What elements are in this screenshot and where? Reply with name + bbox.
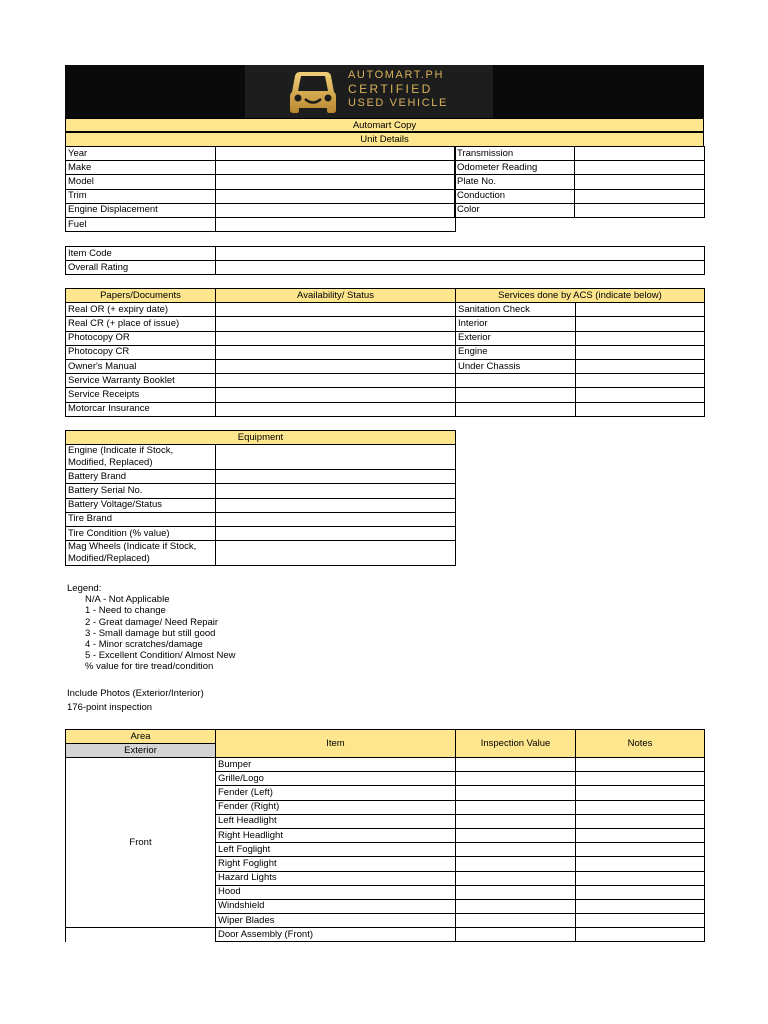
table-row <box>66 758 705 772</box>
service-cell[interactable] <box>576 317 705 331</box>
inspection-value-header: Inspection Value <box>456 730 576 758</box>
table-row <box>66 484 456 498</box>
value-cell[interactable] <box>216 175 456 189</box>
unit-details-left-table <box>65 146 456 232</box>
value-cell[interactable] <box>216 189 456 203</box>
table-row <box>66 470 456 484</box>
label-engine-displacement: Engine Displacement <box>66 203 216 217</box>
inspection-note: 176-point inspection <box>67 702 153 713</box>
area-exterior: Exterior <box>66 744 216 758</box>
equipment-label: Battery Voltage/Status <box>66 498 216 512</box>
equipment-label: Mag Wheels (Indicate if Stock, Modified/Replaced) <box>66 541 216 566</box>
equipment-cell[interactable] <box>216 498 456 512</box>
label-item-code: Item Code <box>66 247 216 261</box>
paper-label: Service Warranty Booklet <box>66 374 216 388</box>
table-row <box>66 147 456 161</box>
value-cell[interactable] <box>456 928 576 942</box>
status-cell[interactable] <box>216 345 456 359</box>
table-row <box>66 526 456 540</box>
item-label: Left Headlight <box>216 814 456 828</box>
notes-cell[interactable] <box>576 800 705 814</box>
service-label: Interior <box>456 317 576 331</box>
table-row <box>66 189 456 203</box>
table-row <box>66 261 705 275</box>
equipment-cell[interactable] <box>216 470 456 484</box>
paper-label: Real OR (+ expiry date) <box>66 303 216 317</box>
table-row <box>66 331 705 345</box>
legend-item: 5 - Excellent Condition/ Almost New <box>85 650 236 662</box>
table-row <box>455 147 705 161</box>
status-cell[interactable] <box>216 388 456 402</box>
item-label: Door Assembly (Front) <box>216 928 456 942</box>
legend-item: 2 - Great damage/ Need Repair <box>85 616 219 628</box>
table-header-row <box>66 431 456 445</box>
equipment-label: Battery Brand <box>66 470 216 484</box>
paper-label: Photocopy OR <box>66 331 216 345</box>
value-cell[interactable] <box>456 772 576 786</box>
equipment-label: Engine (Indicate if Stock, Modified, Replaced) <box>66 445 216 470</box>
value-cell[interactable] <box>456 871 576 885</box>
status-cell[interactable] <box>216 317 456 331</box>
table-row <box>455 189 705 203</box>
photos-note: Include Photos (Exterior/Interior) <box>67 688 204 699</box>
rating-table <box>65 246 705 275</box>
value-cell[interactable] <box>575 147 705 161</box>
notes-cell[interactable] <box>576 758 705 772</box>
label-year: Year <box>66 147 216 161</box>
paper-label: Photocopy CR <box>66 345 216 359</box>
service-cell[interactable] <box>576 331 705 345</box>
table-row <box>66 217 456 231</box>
paper-label: Service Receipts <box>66 388 216 402</box>
label-plate-no: Plate No. <box>455 175 575 189</box>
status-cell[interactable] <box>216 402 456 416</box>
status-cell[interactable] <box>216 303 456 317</box>
legend-item: % value for tire tread/condition <box>85 661 214 673</box>
table-row <box>66 388 705 402</box>
service-label[interactable] <box>456 388 576 402</box>
item-label: Right Foglight <box>216 857 456 871</box>
group-cell <box>66 928 216 942</box>
equipment-table <box>65 430 456 566</box>
service-label[interactable] <box>456 374 576 388</box>
item-label: Hood <box>216 885 456 899</box>
item-label: Right Headlight <box>216 828 456 842</box>
table-row <box>66 203 456 217</box>
value-cell[interactable] <box>456 885 576 899</box>
table-row <box>66 498 456 512</box>
value-cell[interactable] <box>456 758 576 772</box>
legend-title: Legend: <box>67 583 102 594</box>
equipment-label: Tire Condition (% value) <box>66 526 216 540</box>
papers-table <box>65 288 705 417</box>
table-row <box>66 402 705 416</box>
papers-header: Papers/Documents <box>66 289 216 303</box>
service-cell[interactable] <box>576 388 705 402</box>
table-header-row <box>66 730 705 744</box>
legend-item: 3 - Small damage but still good <box>85 627 216 639</box>
service-label: Sanitation Check <box>456 303 576 317</box>
service-label: Engine <box>456 345 576 359</box>
table-row <box>66 928 705 942</box>
value-cell[interactable] <box>216 147 456 161</box>
service-label[interactable] <box>456 402 576 416</box>
table-row <box>66 359 705 373</box>
value-cell[interactable] <box>575 189 705 203</box>
value-cell[interactable] <box>456 857 576 871</box>
item-label: Windshield <box>216 899 456 913</box>
car-icon <box>288 66 338 116</box>
paper-label: Motorcar Insurance <box>66 402 216 416</box>
notes-cell[interactable] <box>576 899 705 913</box>
brand-line1: AUTOMART.PH <box>348 69 445 81</box>
label-overall-rating: Overall Rating <box>66 261 216 275</box>
item-label: Fender (Left) <box>216 786 456 800</box>
table-row <box>66 303 705 317</box>
services-header: Services done by ACS (indicate below) <box>456 289 705 303</box>
table-row <box>455 175 705 189</box>
legend-item: 1 - Need to change <box>85 605 166 617</box>
table-row <box>66 512 456 526</box>
area-header: Area <box>66 730 216 744</box>
equipment-header: Equipment <box>66 431 456 445</box>
legend-item: N/A - Not Applicable <box>85 594 170 606</box>
brand-text <box>348 68 488 110</box>
notes-cell[interactable] <box>576 885 705 899</box>
value-cell[interactable] <box>456 814 576 828</box>
value-cell[interactable] <box>456 828 576 842</box>
value-cell[interactable] <box>216 247 705 261</box>
label-conduction: Conduction <box>455 189 575 203</box>
table-row <box>66 317 705 331</box>
inspection-table <box>65 729 705 942</box>
service-label: Exterior <box>456 331 576 345</box>
equipment-cell[interactable] <box>216 484 456 498</box>
item-label: Left Foglight <box>216 843 456 857</box>
unit-details-right-table <box>454 146 705 218</box>
table-row <box>66 374 705 388</box>
notes-cell[interactable] <box>576 772 705 786</box>
equipment-cell[interactable] <box>216 512 456 526</box>
status-cell[interactable] <box>216 374 456 388</box>
service-cell[interactable] <box>576 374 705 388</box>
unit-details-title: Unit Details <box>65 132 704 147</box>
item-label: Fender (Right) <box>216 800 456 814</box>
notes-cell[interactable] <box>576 928 705 942</box>
value-cell[interactable] <box>216 261 705 275</box>
notes-cell[interactable] <box>576 871 705 885</box>
value-cell[interactable] <box>216 217 456 231</box>
service-cell[interactable] <box>576 345 705 359</box>
table-row <box>66 445 456 470</box>
legend-item: 4 - Minor scratches/damage <box>85 639 203 651</box>
table-row <box>455 161 705 175</box>
notes-cell[interactable] <box>576 786 705 800</box>
value-cell[interactable] <box>456 786 576 800</box>
value-cell[interactable] <box>216 161 456 175</box>
label-color: Color <box>455 203 575 217</box>
paper-label: Real CR (+ place of issue) <box>66 317 216 331</box>
table-row <box>66 541 456 566</box>
availability-header: Availability/ Status <box>216 289 456 303</box>
table-row <box>455 203 705 217</box>
equipment-cell[interactable] <box>216 541 456 566</box>
service-cell[interactable] <box>576 303 705 317</box>
item-header: Item <box>216 730 456 758</box>
brand-line2: CERTIFIED <box>348 82 433 96</box>
item-label: Hazard Lights <box>216 871 456 885</box>
value-cell[interactable] <box>456 899 576 913</box>
value-cell[interactable] <box>456 800 576 814</box>
equipment-label: Tire Brand <box>66 512 216 526</box>
status-cell[interactable] <box>216 359 456 373</box>
notes-cell[interactable] <box>576 843 705 857</box>
table-row <box>66 175 456 189</box>
item-label: Bumper <box>216 758 456 772</box>
status-cell[interactable] <box>216 331 456 345</box>
group-front: Front <box>66 758 216 928</box>
paper-label: Owner's Manual <box>66 359 216 373</box>
service-cell[interactable] <box>576 359 705 373</box>
copy-title: Automart Copy <box>65 118 704 132</box>
item-label: Wiper Blades <box>216 914 456 928</box>
notes-cell[interactable] <box>576 857 705 871</box>
label-odometer: Odometer Reading <box>455 161 575 175</box>
service-cell[interactable] <box>576 402 705 416</box>
table-row <box>66 345 705 359</box>
value-cell[interactable] <box>575 161 705 175</box>
brand-line3: USED VEHICLE <box>348 97 448 109</box>
notes-cell[interactable] <box>576 914 705 928</box>
label-transmission: Transmission <box>455 147 575 161</box>
table-header-row <box>66 289 705 303</box>
label-make: Make <box>66 161 216 175</box>
notes-cell[interactable] <box>576 814 705 828</box>
item-label: Grille/Logo <box>216 772 456 786</box>
label-fuel: Fuel <box>66 217 216 231</box>
label-model: Model <box>66 175 216 189</box>
label-trim: Trim <box>66 189 216 203</box>
equipment-cell[interactable] <box>216 526 456 540</box>
value-cell[interactable] <box>216 203 456 217</box>
value-cell[interactable] <box>575 175 705 189</box>
equipment-cell[interactable] <box>216 445 456 470</box>
legend <box>67 583 235 673</box>
value-cell[interactable] <box>456 914 576 928</box>
equipment-label: Battery Serial No. <box>66 484 216 498</box>
notes-header: Notes <box>576 730 705 758</box>
table-row <box>66 247 705 261</box>
value-cell[interactable] <box>575 203 705 217</box>
service-label: Under Chassis <box>456 359 576 373</box>
notes-cell[interactable] <box>576 828 705 842</box>
table-row <box>66 161 456 175</box>
value-cell[interactable] <box>456 843 576 857</box>
